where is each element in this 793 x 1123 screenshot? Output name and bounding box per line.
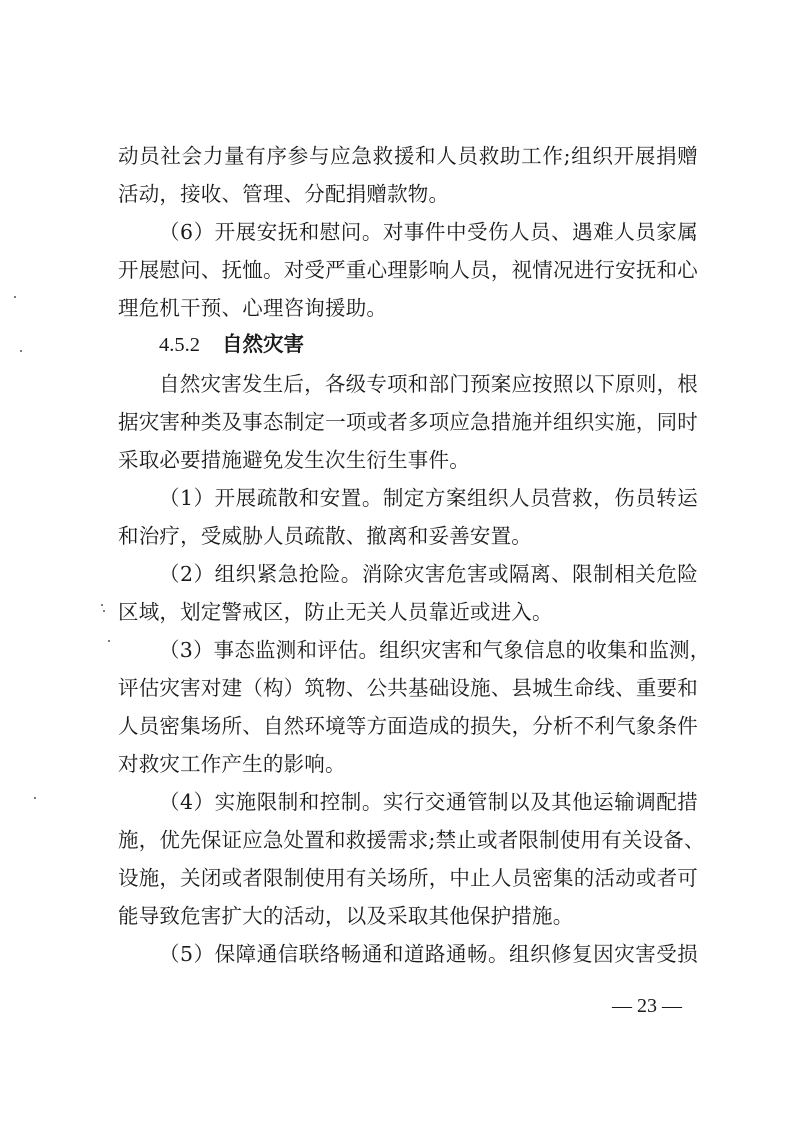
paragraph-line: 采取必要措施避免发生次生衍生事件。 <box>118 448 470 472</box>
paragraph-line: （3）事态监测和评估。组织灾害和气象信息的收集和监测， <box>159 638 711 662</box>
paragraph-line: （1）开展疏散和安置。制定方案组织人员营救，伤员转运 <box>159 486 698 510</box>
paragraph-line: 动员社会力量有序参与应急救援和人员救助工作;组织开展捐赠 <box>118 144 698 168</box>
paragraph-line: （5）保障通信联络畅通和道路通畅。组织修复因灾害受损 <box>159 942 698 966</box>
paragraph-line: （2）组织紧急抢险。消除灾害危害或隔离、限制相关危险 <box>159 562 698 586</box>
paragraph-line: 理危机干预、心理咨询援助。 <box>118 296 388 320</box>
page-number: — 23 — <box>612 995 682 1017</box>
section-title: 自然灾害 <box>222 332 304 356</box>
paragraph-line: 据灾害种类及事态制定一项或者多项应急措施并组织实施，同时 <box>118 410 698 434</box>
scan-speck <box>34 797 36 799</box>
paragraph-line: 和治疗，受威胁人员疏散、撤离和妥善安置。 <box>118 524 532 548</box>
scan-speck <box>14 296 16 298</box>
paragraph-line: 人员密集场所、自然环境等方面造成的损失，分析不利气象条件 <box>118 714 698 738</box>
paragraph-line: 设施，关闭或者限制使用有关场所，中止人员密集的活动或者可 <box>118 866 698 890</box>
paragraph-line: 自然灾害发生后，各级专项和部门预案应按照以下原则，根 <box>159 372 698 396</box>
paragraph-line: 能导致危害扩大的活动，以及采取其他保护措施。 <box>118 904 574 928</box>
section-number: 4.5.2 <box>159 334 200 356</box>
scan-speck <box>108 640 110 642</box>
section-heading <box>159 330 304 359</box>
scan-speck <box>103 610 105 612</box>
paragraph-line: （6）开展安抚和慰问。对事件中受伤人员、遇难人员家属 <box>159 220 698 244</box>
paragraph-line: 开展慰问、抚恤。对受严重心理影响人员，视情况进行安抚和心 <box>118 258 698 282</box>
scan-speck <box>20 350 22 352</box>
paragraph-line: 活动，接收、管理、分配捐赠款物。 <box>118 182 450 206</box>
paragraph-line: 施，优先保证应急处置和救援需求;禁止或者限制使用有关设备、 <box>118 828 705 852</box>
paragraph-line: 评估灾害对建（构）筑物、公共基础设施、县城生命线、重要和 <box>118 676 698 700</box>
paragraph-line: 对救灾工作产生的影响。 <box>118 752 346 776</box>
paragraph-line: （4）实施限制和控制。实行交通管制以及其他运输调配措 <box>159 790 698 814</box>
scan-speck <box>101 604 103 606</box>
paragraph-line: 区域，划定警戒区，防止无关人员靠近或进入。 <box>118 600 553 624</box>
